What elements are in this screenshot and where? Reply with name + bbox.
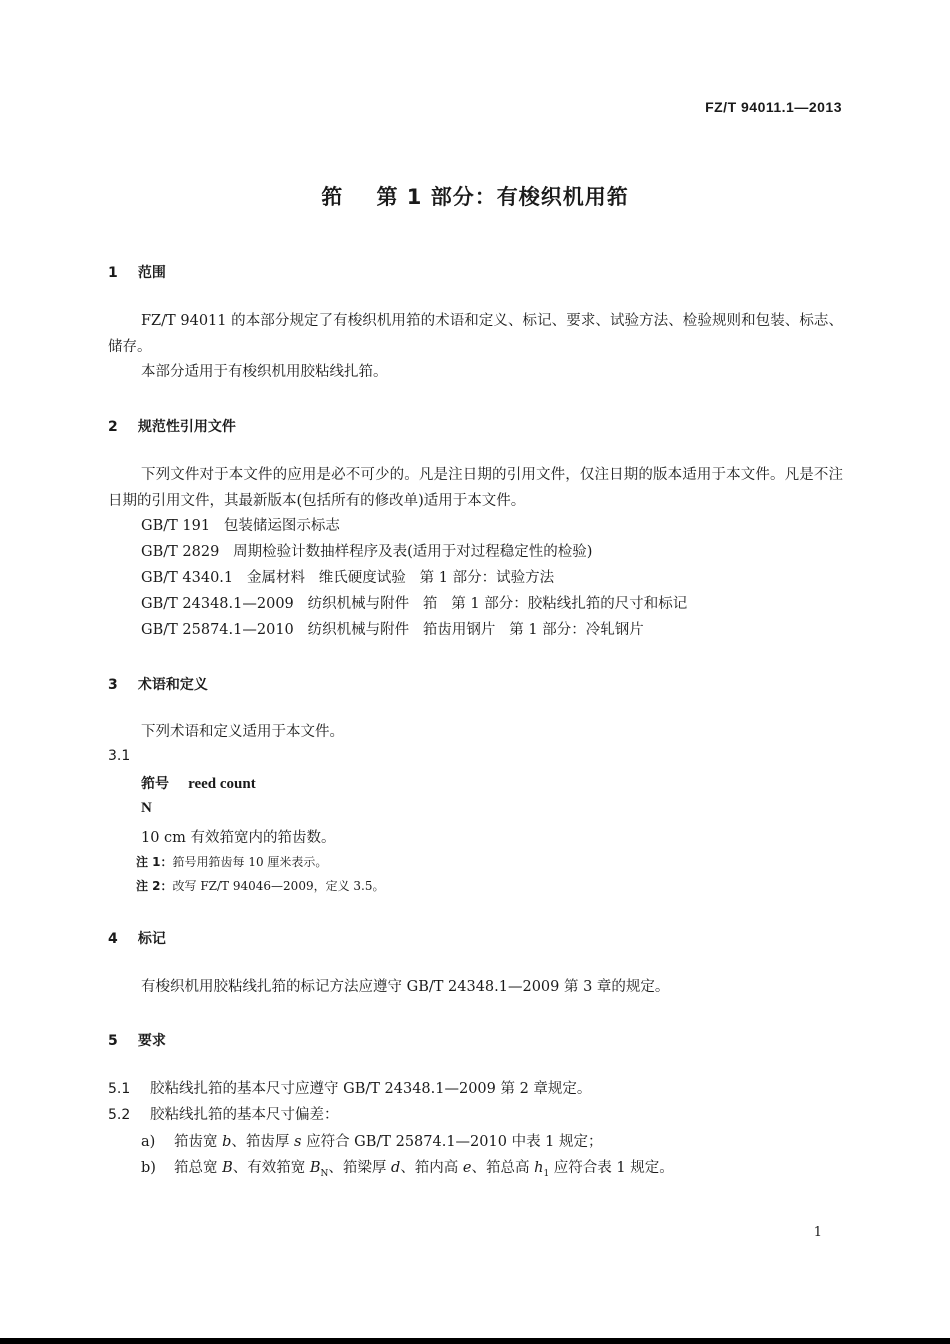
note-label: 注 1： [136, 855, 173, 869]
paragraph-scope: FZ/T 94011 的本部分规定了有梭织机用筘的术语和定义、标记、要求、试验方法、检验规则和包装、标志、储存。 [108, 313, 843, 355]
section-number: 2 [108, 419, 118, 435]
section-heading-1 [108, 262, 166, 282]
reference-item: GB/T 24348.1—2009 纺织机械与附件 筘 第 1 部分：胶粘线扎筘的尺寸和标记 [141, 596, 688, 612]
clause-number: 5.2 [108, 1107, 131, 1123]
section-number: 4 [108, 931, 118, 947]
list-text: 筘总宽 B、有效筘宽 $B_N$、筘梁厚 d、筘内高 e、筘总高 $h_1$ 应符合表 1 规定。 [174, 1160, 674, 1179]
clause-number: 5.1 [108, 1081, 131, 1097]
section-number: 5 [108, 1033, 118, 1049]
note-label: 注 2： [136, 879, 173, 893]
term-english: reed count [188, 776, 256, 792]
clause-5-1 [108, 1077, 591, 1098]
clause-5-2 [108, 1103, 339, 1124]
reference-item: GB/T 2829 周期检验计数抽样程序及表(适用于对过程稳定性的检验) [141, 544, 593, 560]
standard-number: FZ/T 94011.1—2013 [705, 99, 842, 115]
section-title: 术语和定义 [137, 677, 208, 693]
paragraph-applicability: 本部分适用于有梭织机用胶粘线扎筘。 [141, 364, 388, 380]
reference-item: GB/T 25874.1—2010 纺织机械与附件 筘齿用钢片 第 1 部分：冷轧钢片 [141, 622, 644, 638]
term-chinese: 筘号 [141, 776, 169, 792]
section-heading-4 [108, 928, 166, 948]
paragraph-marking: 有梭织机用胶粘线扎筘的标记方法应遵守 GB/T 24348.1—2009 第 3 章的规定。 [141, 979, 670, 995]
term-symbol: N [141, 800, 152, 816]
page-number: 1 [813, 1225, 822, 1240]
paragraph-references-intro: 下列文件对于本文件的应用是必不可少的。凡是注日期的引用文件，仅注日期的版本适用于本文件。凡是不注日期的引用文件，其最新版本(包括所有的修改单)适用于本文件。 [108, 467, 843, 509]
section-title: 规范性引用文件 [137, 419, 236, 435]
section-title: 范围 [137, 265, 166, 281]
term-definition: 10 cm 有效筘宽内的筘齿数。 [141, 830, 336, 846]
list-marker: b) [141, 1160, 156, 1176]
paragraph-terms-intro: 下列术语和定义适用于本文件。 [141, 724, 344, 740]
section-title: 要求 [137, 1033, 166, 1049]
section-title: 标记 [137, 931, 166, 947]
section-number: 3 [108, 677, 118, 693]
list-text: 筘齿宽 b、筘齿厚 s 应符合 GB/T 25874.1—2010 中表 1 规定； [174, 1134, 603, 1150]
section-heading-3 [108, 674, 208, 694]
page-title: 筘 第 1 部分：有梭织机用筘 [321, 185, 629, 209]
section-number: 1 [108, 265, 118, 281]
note-text: 改写 FZ/T 94046—2009，定义 3.5。 [172, 879, 385, 893]
section-heading-2 [108, 416, 236, 436]
term-number: 3.1 [108, 748, 131, 764]
clause-text: 胶粘线扎筘的基本尺寸偏差： [150, 1107, 339, 1123]
clause-text: 胶粘线扎筘的基本尺寸应遵守 GB/T 24348.1—2009 第 2 章规定。 [150, 1081, 592, 1097]
list-item-a [141, 1130, 603, 1151]
reference-item: GB/T 191 包装储运图示标志 [141, 518, 340, 534]
list-marker: a) [141, 1134, 156, 1150]
note-text: 筘号用筘齿每 10 厘米表示。 [172, 855, 328, 869]
list-item-b [141, 1156, 674, 1179]
term-heading [141, 773, 256, 793]
bottom-border [0, 1338, 950, 1344]
note-2 [136, 877, 384, 894]
note-1 [136, 853, 327, 870]
reference-item: GB/T 4340.1 金属材料 维氏硬度试验 第 1 部分：试验方法 [141, 570, 555, 586]
section-heading-5 [108, 1030, 166, 1050]
